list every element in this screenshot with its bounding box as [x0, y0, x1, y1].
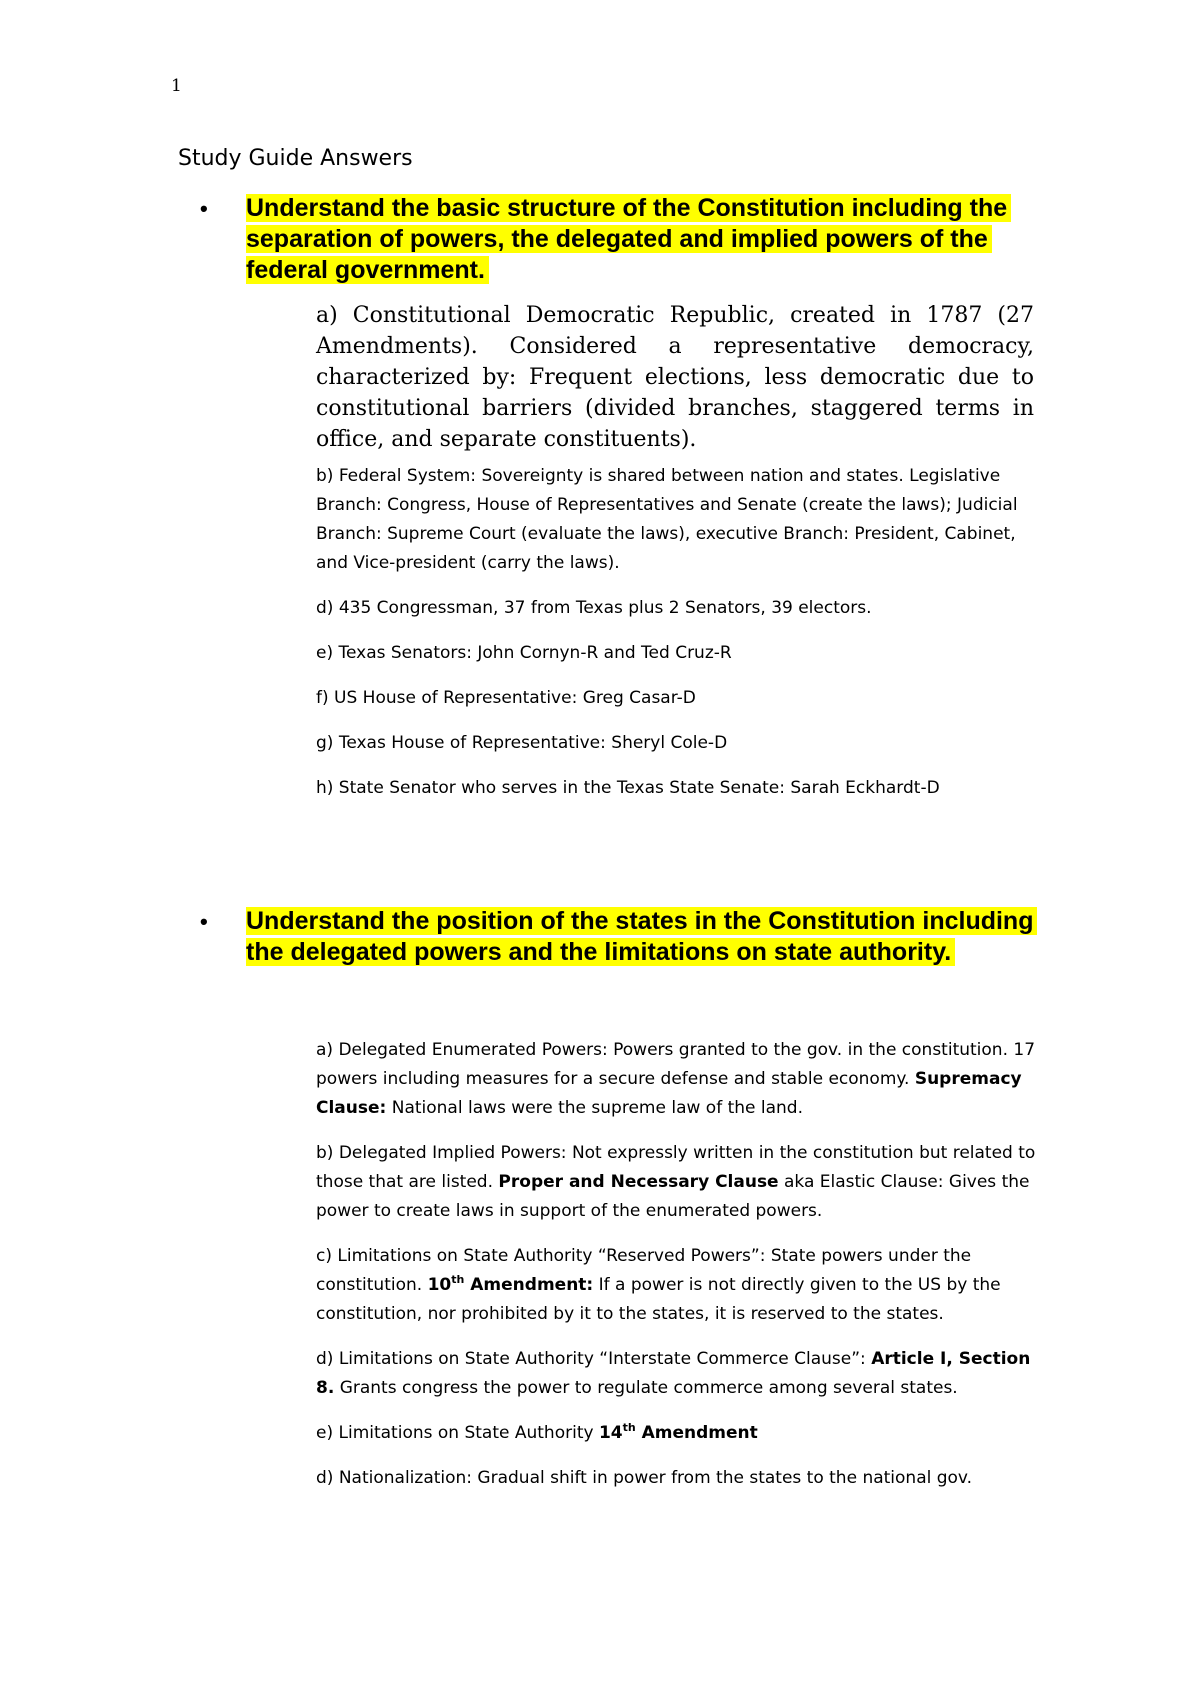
section1-item-h: h) State Senator who serves in the Texas State Senate: Sarah Eckhardt-D: [316, 778, 940, 798]
section2-item-b: b) Delegated Implied Powers: Not expressly written in the constitution but related to those that are listed. Proper and Necessary Clause aka Elastic Clause: Gives the power to create laws in support of the enumerated powers.: [316, 1143, 1036, 1221]
bullet-icon: •: [200, 909, 208, 934]
bullet-icon: •: [200, 196, 208, 221]
section1-item-b: b) Federal System: Sovereignty is shared between nation and states. Legislative Branch: Congress, House of Representatives and Senate (create the laws); Judicial Branch: Supreme Court (evaluate the laws), executive Branch: President, Cabinet, and Vice-president (carry the laws).: [316, 466, 1018, 573]
section2-answers: [316, 1036, 1046, 1509]
section1-item-e: e) Texas Senators: John Cornyn-R and Ted Cruz-R: [316, 643, 732, 663]
section1-item-f: f) US House of Representative: Greg Casar-D: [316, 688, 696, 708]
section2-item-a: a) Delegated Enumerated Powers: Powers granted to the gov. in the constitution. 17 powers including measures for a secure defense and stable economy. Supremacy Clause: National laws were the supreme law of the land.: [316, 1040, 1036, 1118]
section2-item-c: c) Limitations on State Authority “Reserved Powers”: State powers under the constitution. 10th Amendment: If a power is not directly given to the US by the constitution, nor prohibited by it to the states, it is reserved to the states.: [316, 1246, 1001, 1324]
section2-heading-text: Understand the position of the states in the Constitution including the delegated powers and the limitations on state authority.: [246, 907, 1037, 966]
page-title: Study Guide Answers: [178, 146, 413, 171]
section2-item-e: e) Limitations on State Authority 14th Amendment: [316, 1421, 758, 1443]
section1-para-a: a) Constitutional Democratic Republic, created in 1787 (27 Amendments). Considered a representative democracy, characterized by: Frequent elections, less democratic due to constitutional barriers (divided branches, staggered terms in office, and separate constituents).: [316, 303, 1034, 452]
section1-heading-text: Understand the basic structure of the Constitution including the separation of powers, the delegated and implied powers of the federal government.: [246, 194, 1011, 284]
section1-item-d: d) 435 Congressman, 37 from Texas plus 2 Senators, 39 electors.: [316, 598, 872, 618]
section1-heading: [200, 193, 1040, 286]
section1-item-g: g) Texas House of Representative: Sheryl Cole-D: [316, 733, 728, 753]
section2-heading: [200, 906, 1040, 968]
section2-item-nationalization: d) Nationalization: Gradual shift in power from the states to the national gov.: [316, 1468, 973, 1488]
section2-item-d: d) Limitations on State Authority “Interstate Commerce Clause”: Article I, Section 8. Grants congress the power to regulate commerce among several states.: [316, 1349, 1031, 1398]
section1-answers: [316, 462, 1046, 819]
page-number: 1: [171, 76, 182, 96]
